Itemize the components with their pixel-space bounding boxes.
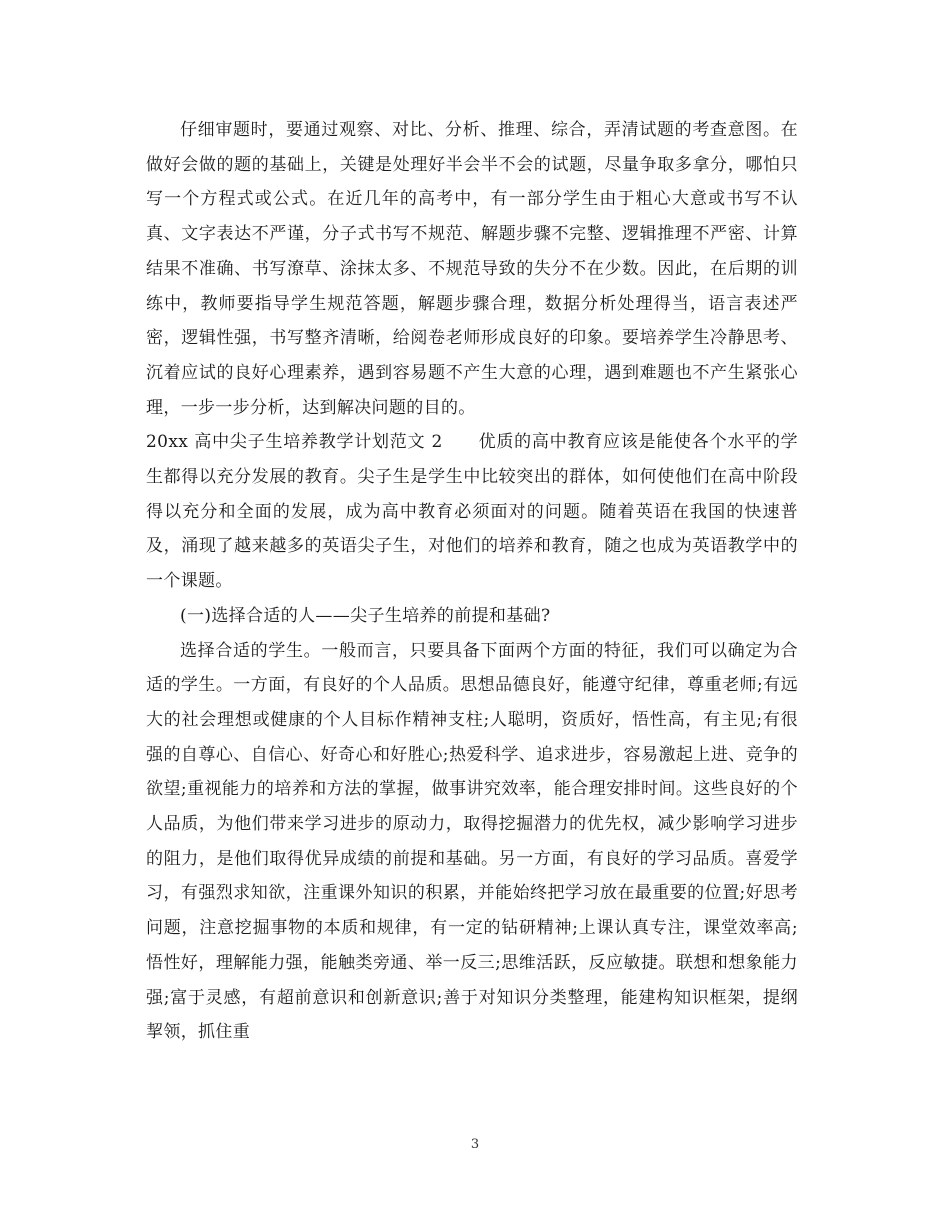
paragraph-exam-advice: 仔细审题时，要通过观察、对比、分析、推理、综合，弄清试题的考查意图。在做好会做的题的基础上，关键是处理好半会半不会的试题，尽量争取多拿分，哪怕只写一个方程式或公式。在近几年的高考中，有一部分学生由于粗心大意或书写不认真、文字表达不严谨，分子式书写不规范、解题步骤不完整、逻辑推理不严密、计算结果不准确、书写潦草、涂抹太多、不规范导致的失分不在少数。因此，在后期的训练中，教师要指导学生规范答题，解题步骤合理，数据分析处理得当，语言表述严密，逻辑性强，书写整齐清晰，给阅卷老师形成良好的印象。要培养学生冷静思考、沉着应试的良好心理素养，遇到容易题不产生大意的心理，遇到难题也不产生紧张心理，一步一步分析，达到解决问题的目的。	[146, 120, 798, 418]
paragraph-plan-intro: 20xx 高中尖子生培养教学计划范文 2 优质的高中教育应该是能使各个水平的学生都得以充分发展的教育。尖子生是学生中比较突出的群体，如何使他们在高中阶段得以充分和全面的发展，成为高中教育必须面对的问题。随着英语在我国的快速普及，涌现了越来越多的英语尖子生，对他们的培养和教育，随之也成为英语教学中的一个课题。	[146, 432, 798, 592]
page-number: 3	[470, 1137, 480, 1152]
page-body	[146, 113, 798, 1050]
paragraph-student-qualities: 选择合适的学生。一般而言，只要具备下面两个方面的特征，我们可以确定为合适的学生。一方面，有良好的个人品质。思想品德良好，能遵守纪律，尊重老师;有远大的社会理想或健康的个人目标作精神支柱;人聪明，资质好，悟性高，有主见;有很强的自尊心、自信心、好奇心和好胜心;热爱科学、追求进步，容易激起上进、竞争的欲望;重视能力的培养和方法的掌握，做事讲究效率，能合理安排时间。这些良好的个人品质，为他们带来学习进步的原动力，取得挖掘潜力的优先权，减少影响学习进步的阻力，是他们取得优异成绩的前提和基础。另一方面，有良好的学习品质。喜爱学习，有强烈求知欲，注重课外知识的积累，并能始终把学习放在最重要的位置;好思考问题，注意挖掘事物的本质和规律，有一定的钻研精神;上课认真专注，课堂效率高;悟性好，理解能力强，能触类旁通、举一反三;思维活跃，反应敏捷。联想和想象能力强;富于灵感，有超前意识和创新意识;善于对知识分类整理，能建构知识框架，提纲挈领，抓住重	[146, 640, 798, 1043]
section-heading-select-students: (一)选择合适的人——尖子生培养的前提和基础?	[180, 605, 551, 626]
